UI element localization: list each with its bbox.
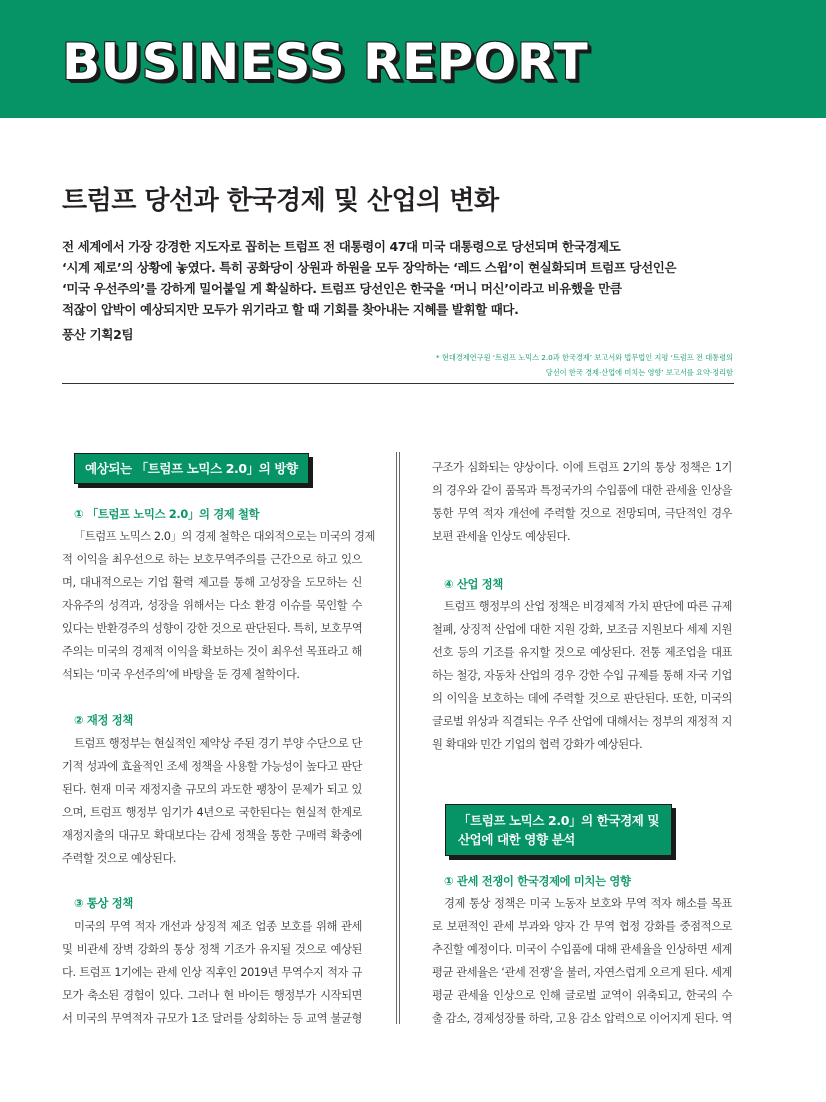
article-title: 트럼프 당선과 한국경제 및 산업의 변화	[62, 186, 499, 216]
paragraph-line: 통한 무역 적자 개선에 주력할 것으로 전망되며, 극단적인 경우	[432, 507, 732, 520]
paragraph-line: 추진할 예정이다. 미국이 수입품에 대해 관세율을 인상하면 세계	[432, 943, 732, 956]
column-divider	[396, 452, 400, 1024]
section-title-box-impact	[445, 804, 672, 856]
paragraph-line: 모가 축소된 경험이 있다. 그러나 현 바이든 행정부가 시작되면	[62, 989, 362, 1002]
paragraph-line: 트럼프 행정부의 산업 정책은 비경제적 가치 판단에 따른 규제	[444, 600, 732, 613]
paragraph-line: 경제 통상 정책은 미국 노동자 보호와 무역 적자 해소를 목표	[444, 897, 732, 910]
source-note-line: 당선이 한국 경제·산업에 미치는 영향’ 보고서를 요약·정리함	[545, 368, 733, 377]
paragraph-line: 트럼프 행정부는 현실적인 제약상 주된 경기 부양 수단으로 단	[74, 737, 362, 750]
paragraph-line: 및 비관세 장벽 강화의 통상 정책 기조가 유지될 것으로 예상된	[62, 943, 362, 956]
paragraph-line: 다. 트럼프 1기에는 관세 인상 직후인 2019년 무역수지 적자 규	[62, 966, 362, 979]
paragraph-trade-policy	[62, 915, 362, 1030]
paragraph-line: 평균 관세율은 ‘관세 전쟁’을 불러, 자연스럽게 오르게 된다. 세계	[432, 966, 732, 979]
paragraph-line: 기적 성과에 효율적인 조세 정책을 사용할 가능성이 높다고 판단	[62, 760, 362, 773]
paragraph-line: 출 감소, 경제성장률 하락, 고용 감소 압력으로 이어지게 된다. 역	[432, 1012, 732, 1025]
paragraph-line: 구조가 심화되는 양상이다. 이에 트럼프 2기의 통상 정책은 1기	[432, 461, 732, 474]
article-intro	[62, 236, 742, 320]
paragraph-line: 원 확대와 민간 기업의 협력 강화가 예상된다.	[432, 738, 643, 751]
section-title-line: 「트럼프 노믹스 2.0」의 한국경제 및	[458, 813, 660, 828]
magazine-brand: BUSINESS REPORT	[62, 33, 589, 91]
header-band	[0, 0, 826, 118]
paragraph-line: 며, 대내적으로는 기업 활력 제고를 통해 고성장을 도모하는 신	[62, 576, 362, 589]
paragraph-fiscal-policy	[62, 732, 362, 870]
intro-line: 적잖이 압박이 예상되지만 모두가 위기라고 할 때 기회를 찾아내는 지혜를 발휘할 때다.	[62, 302, 519, 317]
section-title-box: 예상되는 「트럼프 노믹스 2.0」의 방향	[74, 453, 309, 484]
paragraph-line: 선호 등의 기조를 유지할 것으로 예상된다. 전통 제조업을 대표	[432, 646, 732, 659]
paragraph-trade-policy-continued	[432, 456, 732, 548]
subheading-industrial-policy: ④ 산업 정책	[444, 578, 503, 591]
source-note	[436, 350, 733, 380]
paragraph-line: 주의는 미국의 경제적 이익을 확보하는 것이 최우선 목표라고 해	[62, 645, 362, 658]
paragraph-line: 재정지출의 대규모 확대보다는 감세 정책을 통한 구매력 확충에	[62, 829, 362, 842]
paragraph-industrial-policy	[432, 595, 732, 756]
intro-line: 전 세계에서 가장 강경한 지도자로 꼽히는 트럼프 전 대통령이 47대 미국 대통령으로 당선되며 한국경제도	[62, 239, 621, 254]
paragraph-line: 보편 관세율 인상도 예상된다.	[432, 530, 571, 543]
source-note-line: * 현대경제연구원 ‘트럼프 노믹스 2.0과 한국경제’ 보고서와 법무법인 지평 ‘트럼프 전 대통령의	[436, 353, 733, 362]
paragraph-line: 철폐, 상징적 산업에 대한 지원 강화, 보조금 지원보다 세제 지원	[432, 623, 732, 636]
paragraph-economic-philosophy	[62, 525, 375, 686]
paragraph-line: 의 이익을 보호하는 데에 주력할 것으로 판단된다. 또한, 미국의	[432, 692, 732, 705]
section-title-line: 산업에 대한 영향 분석	[458, 832, 575, 847]
paragraph-line: 평균 관세율 인상으로 인해 글로벌 교역이 위축되고, 한국의 수	[432, 989, 732, 1002]
paragraph-line: 적 이익을 최우선으로 하는 보호무역주의를 근간으로 하고 있으	[62, 553, 362, 566]
subheading-fiscal-policy: ② 재정 정책	[74, 714, 133, 727]
paragraph-line: 주력할 것으로 예상된다.	[62, 852, 177, 865]
paragraph-line: 미국의 무역 적자 개선과 상징적 제조 업종 보호를 위해 관세	[74, 920, 362, 933]
paragraph-line: 글로벌 위상과 직결되는 우주 산업에 대해서는 정부의 재정적 지	[432, 715, 732, 728]
paragraph-line: 으며, 트럼프 행정부 임기가 4년으로 국한된다는 현실적 한계로	[62, 806, 362, 819]
subheading-trade-policy: ③ 통상 정책	[74, 897, 133, 910]
paragraph-line: 서 미국의 무역적자 규모가 1조 달러를 상회하는 등 교역 불균형	[62, 1012, 362, 1025]
paragraph-line: 있다는 반환경주의 성향이 강한 것으로 판단된다. 특히, 보호무역	[62, 622, 363, 635]
header-divider	[62, 383, 734, 384]
paragraph-line: 하는 철강, 자동차 산업의 경우 강한 수입 규제를 통해 자국 기업	[432, 669, 732, 682]
paragraph-line: 석되는 ‘미국 우선주의’에 바탕을 둔 경제 철학이다.	[62, 668, 300, 681]
department-byline: 풍산 기획2팀	[62, 327, 134, 342]
paragraph-line: 의 경우와 같이 품목과 특정국가의 수입품에 대한 관세율 인상을	[432, 484, 732, 497]
intro-line: ‘미국 우선주의’를 강하게 밀어붙일 게 확실하다. 트럼프 당선인은 한국을 ‘머니 머신’이라고 비유했을 만큼	[62, 281, 622, 296]
intro-line: ‘시계 제로’의 상황에 놓였다. 특히 공화당이 상원과 하원을 모두 장악하는 ‘레드 스윕’이 현실화되며 트럼프 당선인은	[62, 260, 677, 275]
subheading-economic-philosophy: ① 「트럼프 노믹스 2.0」의 경제 철학	[74, 508, 260, 521]
paragraph-tariff-war	[432, 892, 732, 1030]
paragraph-line: 「트럼프 노믹스 2.0」의 경제 철학은 대외적으로는 미국의 경제	[74, 530, 375, 543]
paragraph-line: 자유주의 성격과, 성장을 위해서는 다소 환경 이슈를 묵인할 수	[62, 599, 362, 612]
paragraph-line: 로 보편적인 관세 부과와 양자 간 무역 협정 강화를 중점적으로	[432, 920, 732, 933]
paragraph-line: 된다. 현재 미국 재정지출 규모의 과도한 팽창이 문제가 되고 있	[62, 783, 362, 796]
subheading-tariff-war: ① 관세 전쟁이 한국경제에 미치는 영향	[444, 875, 631, 888]
